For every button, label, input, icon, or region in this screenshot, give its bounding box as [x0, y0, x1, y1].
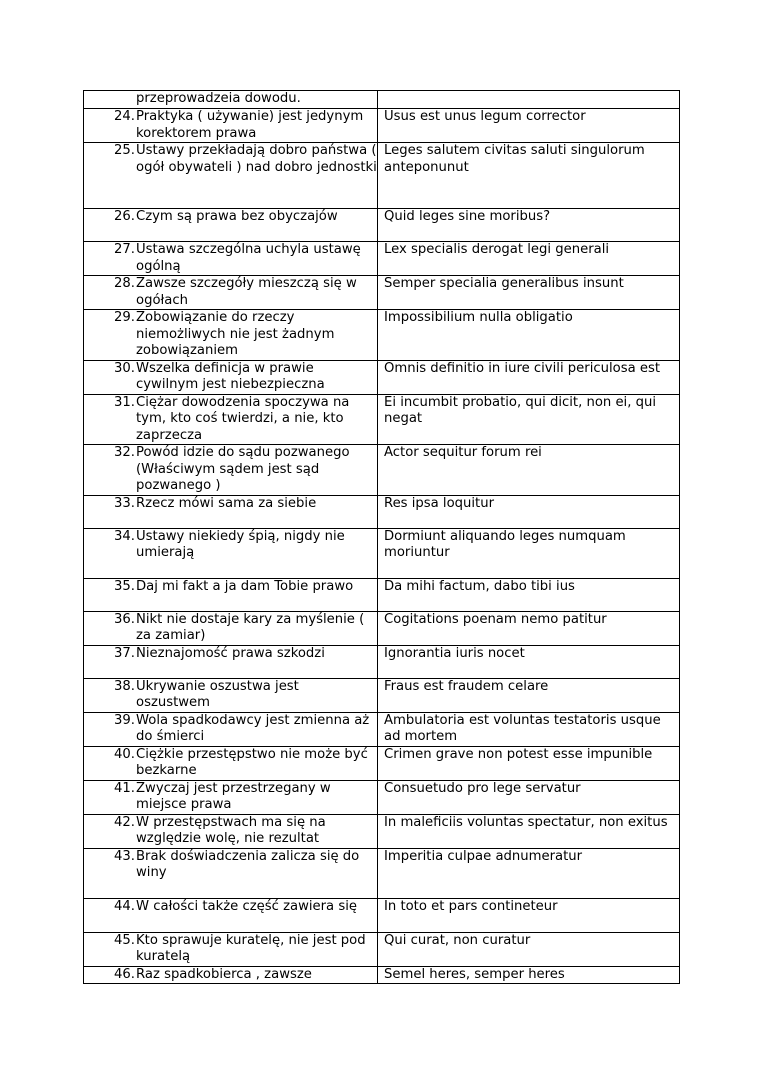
polish-entry: [84, 529, 377, 562]
polish-cell: [84, 780, 378, 814]
table-row: [84, 360, 680, 394]
latin-text: Ignorantia iuris nocet: [384, 645, 525, 661]
polish-cell: [84, 143, 378, 209]
latin-cell: [378, 360, 680, 394]
latin-cell: [378, 578, 680, 611]
polish-entry: [84, 849, 377, 882]
table-row: [84, 645, 680, 678]
maxim-number: 33.: [114, 495, 135, 511]
polish-cell: [84, 495, 378, 528]
polish-entry: [84, 579, 377, 596]
maxim-number: 39.: [114, 712, 135, 728]
latin-text: Crimen grave non potest esse impunible: [384, 746, 653, 762]
polish-cell: [84, 310, 378, 361]
polish-entry: [84, 967, 377, 984]
table-row: [84, 276, 680, 310]
polish-text: Wszelka definicja w prawie cywilnym jest niebezpieczna: [136, 360, 325, 392]
polish-cell: [84, 645, 378, 678]
polish-text: W całości także część zawiera się: [136, 898, 357, 914]
polish-text: Zawsze szczegóły mieszczą się w ogółach: [136, 276, 357, 308]
latin-cell: [378, 848, 680, 898]
table-row: [84, 678, 680, 712]
maxim-number: 24.: [114, 109, 135, 124]
maxim-number: 31.: [114, 394, 135, 410]
polish-entry: [84, 109, 377, 142]
maxim-number: 41.: [114, 780, 135, 796]
latin-text: Cogitations poenam nemo patitur: [384, 611, 607, 627]
maxim-number: 45.: [114, 932, 135, 948]
polish-entry: [84, 933, 377, 966]
polish-entry: [84, 395, 377, 445]
latin-cell: [378, 495, 680, 528]
polish-text: Brak doświadczenia zalicza się do winy: [136, 848, 360, 880]
polish-text: Nikt nie dostaje kary za myślenie ( za zamiar): [136, 611, 365, 643]
latin-cell: [378, 898, 680, 932]
polish-cell: [84, 898, 378, 932]
latin-cell: [378, 678, 680, 712]
maxim-number: 40.: [114, 746, 135, 762]
latin-text: Actor sequitur forum rei: [384, 445, 542, 460]
polish-text: Nieznajomość prawa szkodzi: [136, 645, 325, 661]
polish-cell: [84, 966, 378, 984]
polish-entry: [84, 713, 377, 746]
latin-cell: [378, 814, 680, 848]
table-row: [84, 814, 680, 848]
latin-cell: [378, 645, 680, 678]
polish-text: Ustawa szczególna uchyla ustawę ogólną: [136, 242, 361, 274]
latin-cell: [378, 143, 680, 209]
table-row: [84, 394, 680, 445]
maxim-number: 44.: [114, 898, 135, 914]
polish-text: Daj mi fakt a ja dam Tobie prawo: [136, 578, 354, 594]
polish-text: Wola spadkodawcy jest zmienna aż do śmierci: [136, 712, 370, 744]
polish-cell: [84, 209, 378, 242]
polish-text: Ciężkie przestępstwo nie może być bezkarne: [136, 746, 368, 778]
latin-text: Qui curat, non curatur: [384, 932, 531, 948]
latin-text: Quid leges sine moribus?: [384, 209, 551, 224]
maxim-number: 37.: [114, 645, 135, 661]
maxim-number: 42.: [114, 814, 135, 830]
polish-cell: [84, 242, 378, 276]
maxim-number: 34.: [114, 528, 135, 544]
latin-cell: [378, 209, 680, 242]
polish-cell: [84, 712, 378, 746]
table-row: [84, 966, 680, 984]
table-row: [84, 445, 680, 496]
polish-text: Zwyczaj jest przestrzegany w miejsce prawa: [136, 780, 331, 812]
polish-entry: [84, 209, 377, 226]
polish-entry: [84, 276, 377, 309]
polish-text: Raz spadkobierca , zawsze: [136, 966, 312, 982]
table-row: [84, 495, 680, 528]
polish-text: Praktyka ( używanie) jest jedynym korektorem prawa: [136, 109, 364, 141]
polish-text: Rzecz mówi sama za siebie: [136, 495, 317, 511]
polish-cell: [84, 276, 378, 310]
latin-text: Leges salutem civitas saluti singulorum anteponunut: [384, 143, 645, 175]
maxims-table: [83, 90, 680, 984]
maxim-number: 28.: [114, 276, 135, 291]
latin-text: Semper specialia generalibus insunt: [384, 276, 624, 291]
latin-text: Semel heres, semper heres: [384, 966, 565, 982]
table-row: [84, 143, 680, 209]
polish-text: Powód idzie do sądu pozwanego (Właściwym sądem jest sąd pozwanego ): [136, 445, 350, 493]
polish-cell: [84, 611, 378, 645]
table-row: [84, 746, 680, 780]
polish-entry: [84, 646, 377, 663]
latin-cell: [378, 109, 680, 143]
polish-entry: [84, 815, 377, 848]
polish-entry: [84, 496, 377, 513]
latin-text: Da mihi factum, dabo tibi ius: [384, 578, 575, 594]
maxim-number: 35.: [114, 578, 135, 594]
latin-cell: [378, 746, 680, 780]
maxims-table-body: [84, 91, 680, 984]
table-row: [84, 611, 680, 645]
polish-entry: [84, 612, 377, 645]
table-row: [84, 780, 680, 814]
polish-text: Ustawy niekiedy śpią, nigdy nie umierają: [136, 528, 345, 560]
latin-text: Consuetudo pro lege servatur: [384, 780, 581, 796]
maxim-number: 36.: [114, 611, 135, 627]
polish-entry: [84, 899, 377, 916]
latin-cell: [378, 966, 680, 984]
latin-cell: [378, 528, 680, 578]
maxim-number: 29.: [114, 310, 135, 325]
table-row: [84, 209, 680, 242]
polish-cell: [84, 678, 378, 712]
latin-text: Lex specialis derogat legi generali: [384, 242, 610, 257]
polish-text: Czym są prawa bez obyczajów: [136, 209, 338, 224]
polish-text: Zobowiązanie do rzeczy niemożliwych nie jest żadnym zobowiązaniem: [136, 310, 335, 358]
latin-text: Ambulatoria est voluntas testatoris usque ad mortem: [384, 712, 661, 744]
latin-text: Dormiunt aliquando leges numquam moriuntur: [384, 528, 626, 560]
latin-cell: [378, 932, 680, 966]
maxim-number: 30.: [114, 360, 135, 376]
polish-cell: [84, 445, 378, 496]
table-row: [84, 242, 680, 276]
table-row: [84, 528, 680, 578]
table-row: [84, 932, 680, 966]
polish-entry: [84, 310, 377, 360]
polish-cell: [84, 91, 378, 109]
polish-cell: [84, 360, 378, 394]
polish-cell: [84, 848, 378, 898]
polish-text: Ciężar dowodzenia spoczywa na tym, kto coś twierdzi, a nie, kto zaprzecza: [136, 394, 350, 443]
latin-cell: [378, 310, 680, 361]
latin-text: Imperitia culpae adnumeratur: [384, 848, 583, 864]
table-row: [84, 310, 680, 361]
table-row: [84, 848, 680, 898]
latin-cell: [378, 712, 680, 746]
latin-text: In maleficiis voluntas spectatur, non exitus: [384, 814, 668, 830]
polish-text: W przestępstwach ma się na względzie wolę, nie rezultat: [136, 814, 326, 846]
polish-entry: [84, 747, 377, 780]
polish-text: Ustawy przekładają dobro państwa ( ogół obywateli ) nad dobro jednostki: [136, 143, 377, 175]
latin-text: Omnis definitio in iure civili periculosa est: [384, 360, 661, 376]
latin-cell: [378, 276, 680, 310]
latin-text: In toto et pars contineteur: [384, 898, 558, 914]
latin-text: Usus est unus legum corrector: [384, 109, 586, 124]
polish-text: Kto sprawuje kuratelę, nie jest pod kuratelą: [136, 932, 366, 964]
polish-text: przeprowadzeia dowodu.: [136, 91, 301, 106]
latin-text: Fraus est fraudem celare: [384, 678, 549, 694]
maxim-number: 25.: [114, 143, 135, 158]
polish-cell: [84, 109, 378, 143]
polish-cell: [84, 814, 378, 848]
polish-entry: [84, 143, 377, 176]
maxim-number: 38.: [114, 678, 135, 694]
polish-text: Ukrywanie oszustwa jest oszustwem: [136, 678, 299, 710]
polish-entry: [84, 679, 377, 712]
polish-entry: [84, 445, 377, 495]
latin-text: Ei incumbit probatio, qui dicit, non ei, qui negat: [384, 394, 656, 426]
latin-text: Res ipsa loquitur: [384, 495, 495, 511]
polish-cell: [84, 578, 378, 611]
latin-cell: [378, 394, 680, 445]
table-row: [84, 712, 680, 746]
maxim-number: 27.: [114, 242, 135, 257]
polish-entry: [84, 361, 377, 394]
table-row: [84, 109, 680, 143]
table-row: [84, 898, 680, 932]
maxim-number: 32.: [114, 445, 135, 460]
latin-cell: [378, 91, 680, 109]
maxim-number: 43.: [114, 848, 135, 864]
polish-cell: [84, 528, 378, 578]
latin-cell: [378, 445, 680, 496]
polish-cell: [84, 746, 378, 780]
latin-cell: [378, 780, 680, 814]
latin-cell: [378, 611, 680, 645]
maxim-number: 26.: [114, 209, 135, 224]
polish-cell: [84, 932, 378, 966]
polish-cell: [84, 394, 378, 445]
latin-text: Impossibilium nulla obligatio: [384, 310, 573, 325]
table-row: [84, 578, 680, 611]
latin-cell: [378, 242, 680, 276]
maxim-number: 46.: [114, 966, 135, 982]
polish-entry: [84, 781, 377, 814]
polish-entry: [84, 242, 377, 275]
table-row-continuation: [84, 91, 680, 109]
